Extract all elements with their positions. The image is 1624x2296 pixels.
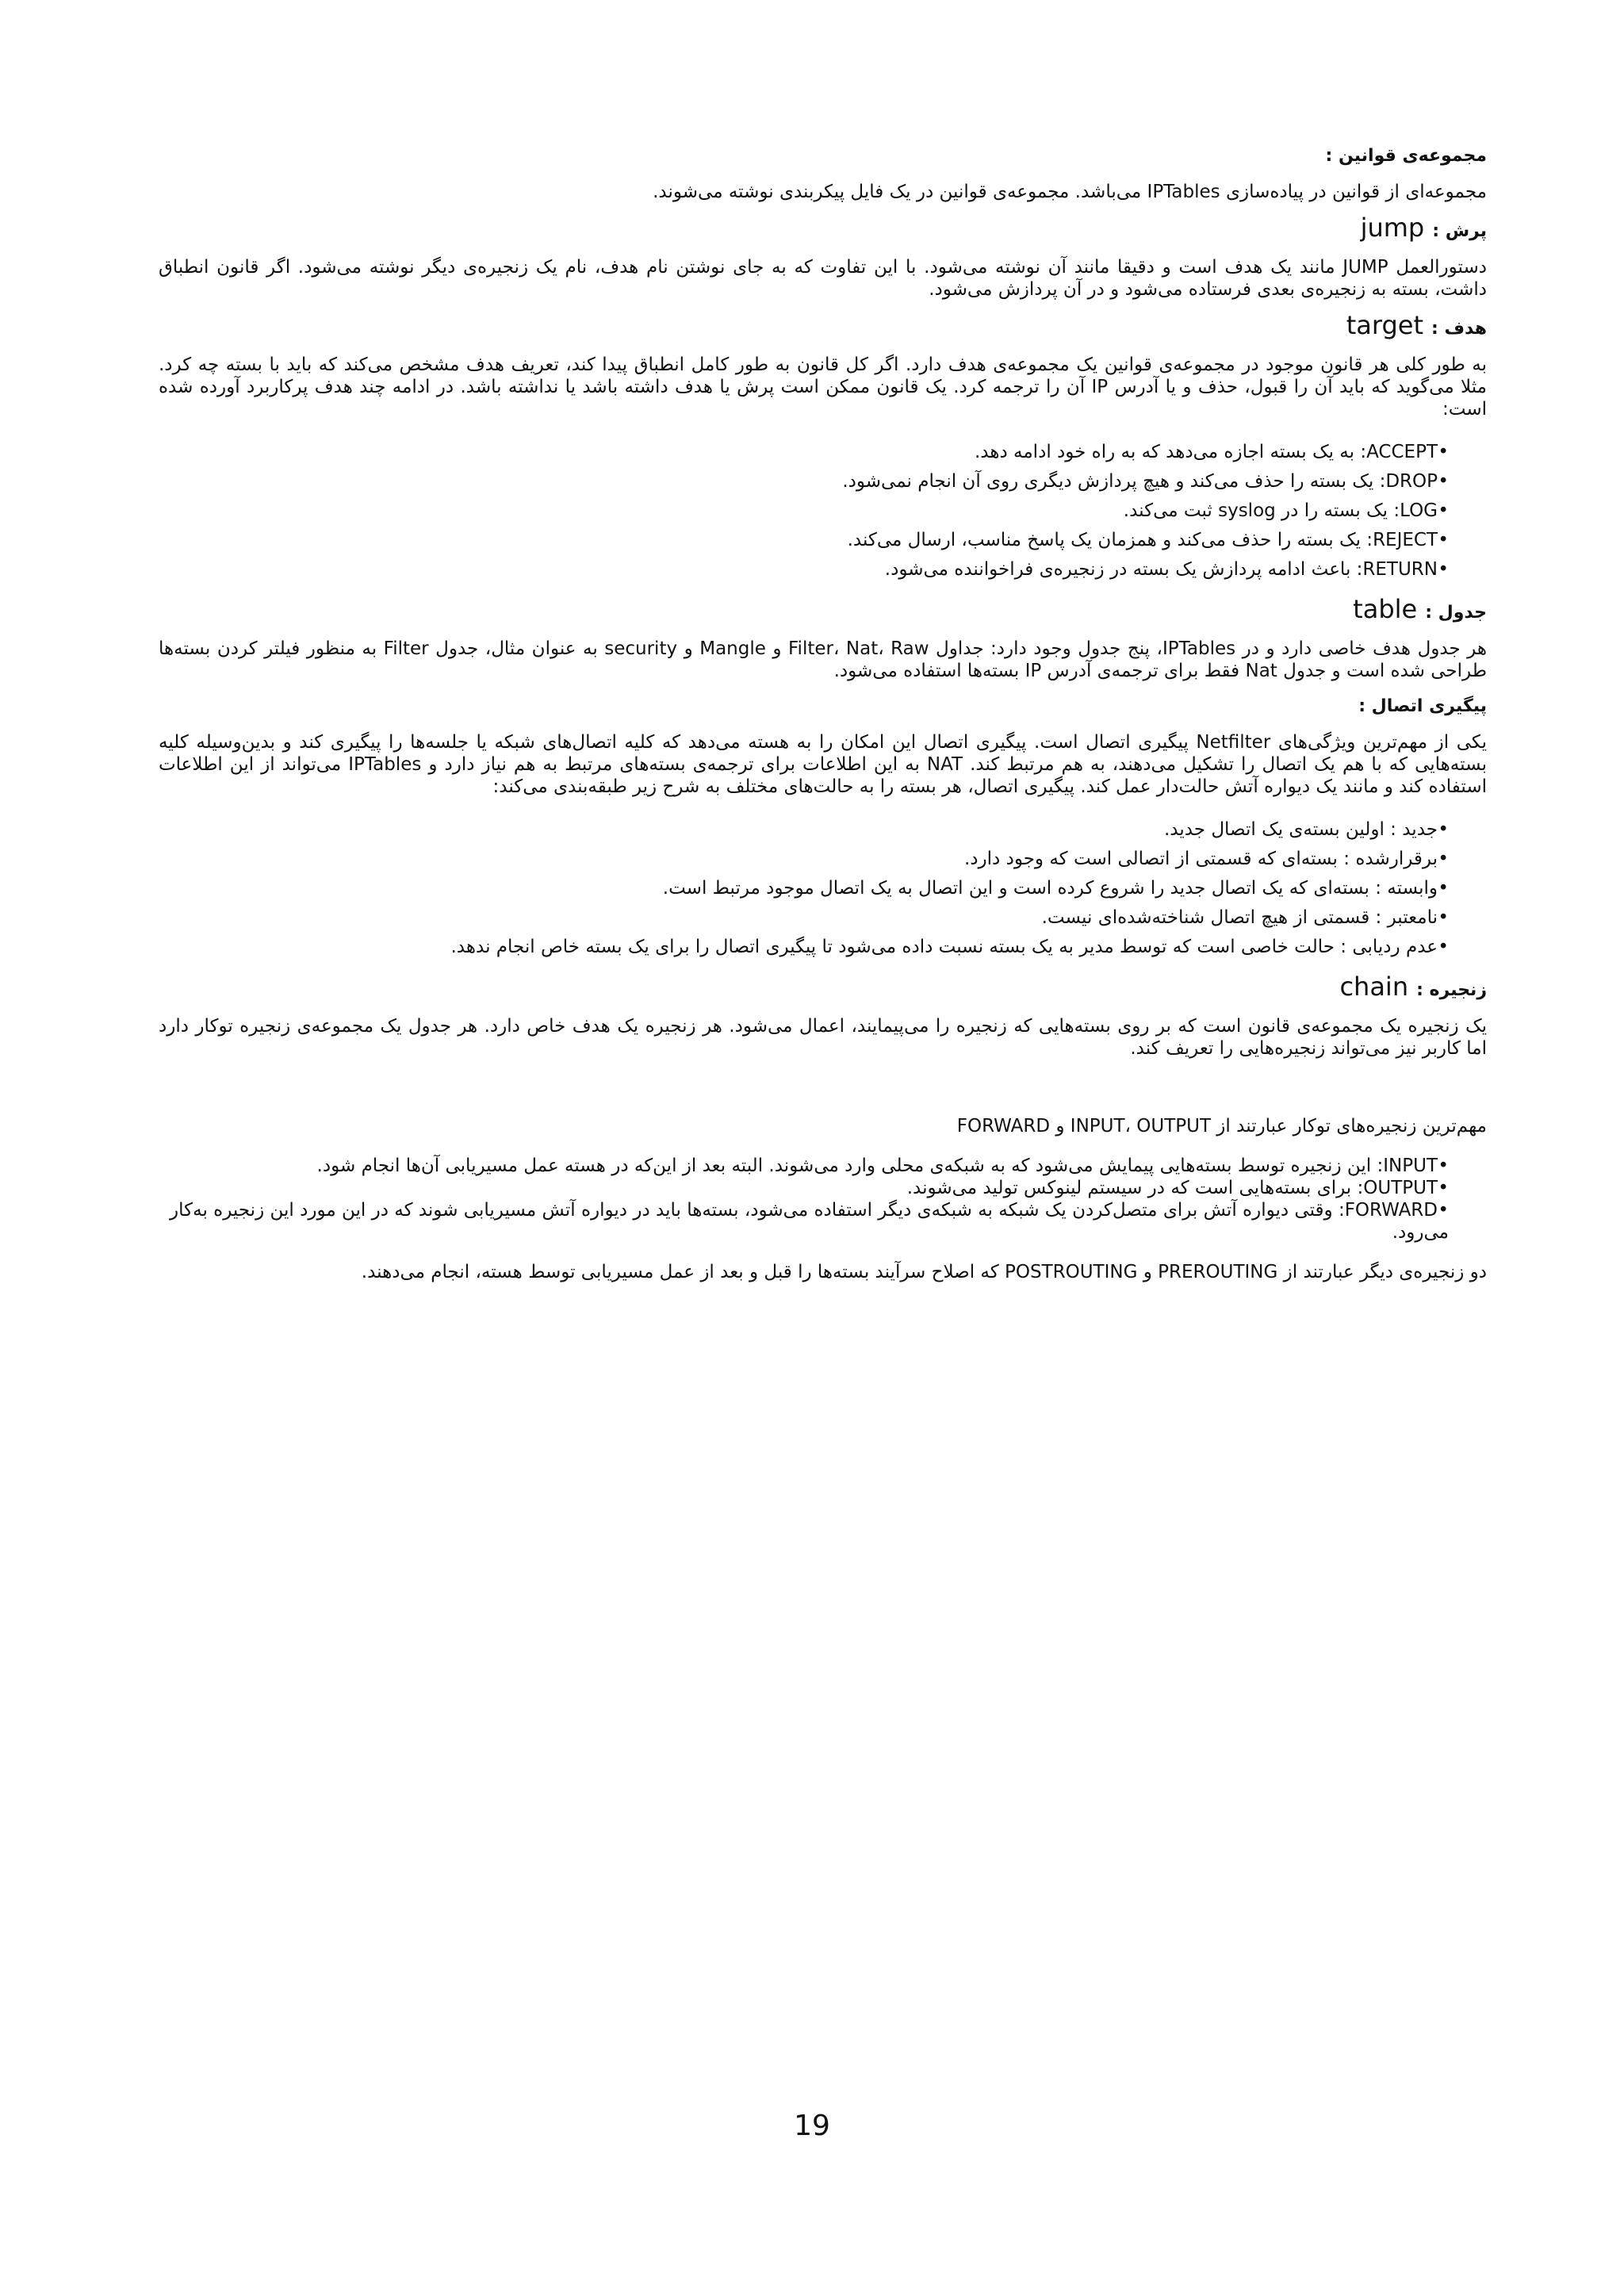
target-body: به طور کلی هر قانون موجود در مجموعه‌ی قوانین یک مجموعه‌ی هدف دارد. اگر کل قانون به طور کامل انطباق پیدا کند، تعریف هدف مشخص می‌کند که باید با بسته چه کرد. مثلا می‌گوید که باید آن را قبول، حذف و یا آدرس IP آن را ترجمه کرد. یک قانون ممکن است پرش یا هدف داشته باشد یا نداشته باشد. در ادامه چند هدف پرکاربرد آورده شده است: — [159, 355, 1487, 420]
table-term: table — [1353, 594, 1418, 624]
list-item: •عدم ردیابی : حالت خاصی است که توسط مدیر به یک بسته نسبت داده می‌شود تا پیگیری اتصال را برای یک بسته خاص انجام ندهد. — [450, 937, 1449, 957]
chain-heading: زنجیره :chain — [1339, 972, 1487, 1002]
conntrack-list — [159, 815, 1487, 962]
list-item: •نامعتبر : قسمتی از هیچ اتصال شناخته‌شده‌ای نیست. — [1041, 907, 1449, 928]
chain-term: chain — [1339, 972, 1409, 1002]
jump-term: jump — [1360, 213, 1425, 243]
list-item: •وابسته : بسته‌ای که یک اتصال جدید را شروع کرده است و این اتصال به یک اتصال موجود مرتبط است. — [662, 878, 1449, 899]
jump-body: دستورالعمل JUMP مانند یک هدف است و دقیقا مانند آن نوشته می‌شود. با این تفاوت که به جای نوشتن نام هدف، نام یک زنجیره‌ی دیگر نوشته می‌شود. اگر قانون انطباق داشت، بسته به زنجیره‌ی بعدی فرستاده می‌شود و در آن پردازش می‌شود. — [159, 257, 1487, 300]
chain-body: یک زنجیره یک مجموعه‌ی قانون است که بر روی بسته‌هایی که زنجیره را می‌پیمایند، اعمال می‌شود. هر زنجیره یک هدف خاص دارد. هر جدول یک مجموعه‌ی زنجیره توکار دارد اما کاربر نیز می‌تواند زنجیره‌هایی را تعریف کند. — [159, 1016, 1487, 1059]
list-item: •ACCEPT: به یک بسته اجازه می‌دهد که به راه خود ادامه دهد. — [974, 442, 1449, 462]
conntrack-body: یکی از مهم‌ترین ویژگی‌های Netfilter پیگیری اتصال است. پیگیری اتصال این امکان را به هسته می‌دهد که کلیه اتصال‌های شبکه یا جلسه‌ها را پیگیری کند و بدین‌وسیله کلیه بسته‌هایی که با هم یک اتصال را تشکیل می‌دهند، به هم مرتبط کند. NAT به این اطلاعات برای ترجمه‌ی بسته‌های مرتبط به هم نیاز دارد و IPTables می‌تواند از این اطلاعات استفاده کند و مانند یک دیواره آتش حالت‌دار عمل کند. پیگیری اتصال، هر بسته را به حالت‌های مختلف به شرح زیر طبقه‌بندی می‌کند: — [159, 732, 1488, 797]
target-term: target — [1346, 310, 1424, 340]
table-body: هر جدول هدف خاصی دارد و در IPTables، پنج جدول وجود دارد: جداول Filter، Nat، Raw و Mangle و security به عنوان مثال، جدول Filter به منظور فیلتر کردن بسته‌ها طراحی شده است و جدول Nat فقط برای ترجمه‌ی آدرس IP بسته‌ها استفاده می‌شود. — [159, 638, 1487, 681]
list-item: •برقرارشده : بسته‌ای که قسمتی از اتصالی است که وجود دارد. — [963, 849, 1449, 869]
ruleset-heading: مجموعه‌ی قوانین : — [1325, 146, 1487, 166]
ruleset-body: مجموعه‌ای از قوانین در پیاده‌سازی IPTables می‌باشد. مجموعه‌ی قوانین در یک فایل پیکربندی نوشته می‌شوند. — [653, 182, 1487, 202]
builtin-list — [159, 1155, 1487, 1244]
list-item: •REJECT: یک بسته را حذف می‌کند و همزمان یک پاسخ مناسب، ارسال می‌کند. — [847, 530, 1449, 550]
list-item: •RETURN: باعث ادامه پردازش یک بسته در زنجیره‌ی فراخواننده می‌شود. — [884, 559, 1449, 580]
builtin-outro: دو زنجیره‌ی دیگر عبارتند از PREROUTING و POSTROUTING که اصلاح سرآیند بسته‌ها را قبل و بعد از عمل مسیریابی توسط هسته، انجام می‌دهند. — [361, 1262, 1487, 1282]
list-item: •LOG: یک بسته را در syslog ثبت می‌کند. — [1123, 500, 1449, 521]
list-item: •DROP: یک بسته را حذف می‌کند و هیچ پردازش دیگری روی آن انجام نمی‌شود. — [842, 471, 1449, 492]
conntrack-heading: پیگیری اتصال : — [1358, 696, 1487, 716]
target-heading: هدف :target — [1346, 310, 1487, 340]
builtin-intro: مهم‌ترین زنجیره‌های توکار عبارتند از INPUT، OUTPUT و FORWARD — [956, 1116, 1487, 1137]
list-item: •INPUT: این زنجیره توسط بسته‌هایی پیمایش می‌شود که به شبکه‌ی محلی وارد می‌شوند. البته بعد از این‌که در هسته عمل مسیریابی آن‌ها انجام شود. — [316, 1156, 1449, 1176]
document-page — [159, 143, 1487, 1283]
table-heading: جدول :table — [1353, 594, 1487, 624]
jump-heading: پرش :jump — [1360, 213, 1487, 243]
list-item: •OUTPUT: برای بسته‌هایی است که در سیستم لینوکس تولید می‌شوند. — [906, 1178, 1449, 1198]
list-item: •جدید : اولین بسته‌ی یک اتصال جدید. — [1163, 819, 1449, 840]
target-list — [159, 438, 1487, 585]
list-item: •FORWARD: وقتی دیواره آتش برای متصل‌کردن یک شبکه به شبکه‌ی دیگر استفاده می‌شود، بسته‌ها باید در دیواره آتش مسیریابی شوند که در این مورد این زنجیره به‌کار می‌رود. — [170, 1200, 1449, 1243]
page-number: 19 — [794, 2110, 830, 2142]
